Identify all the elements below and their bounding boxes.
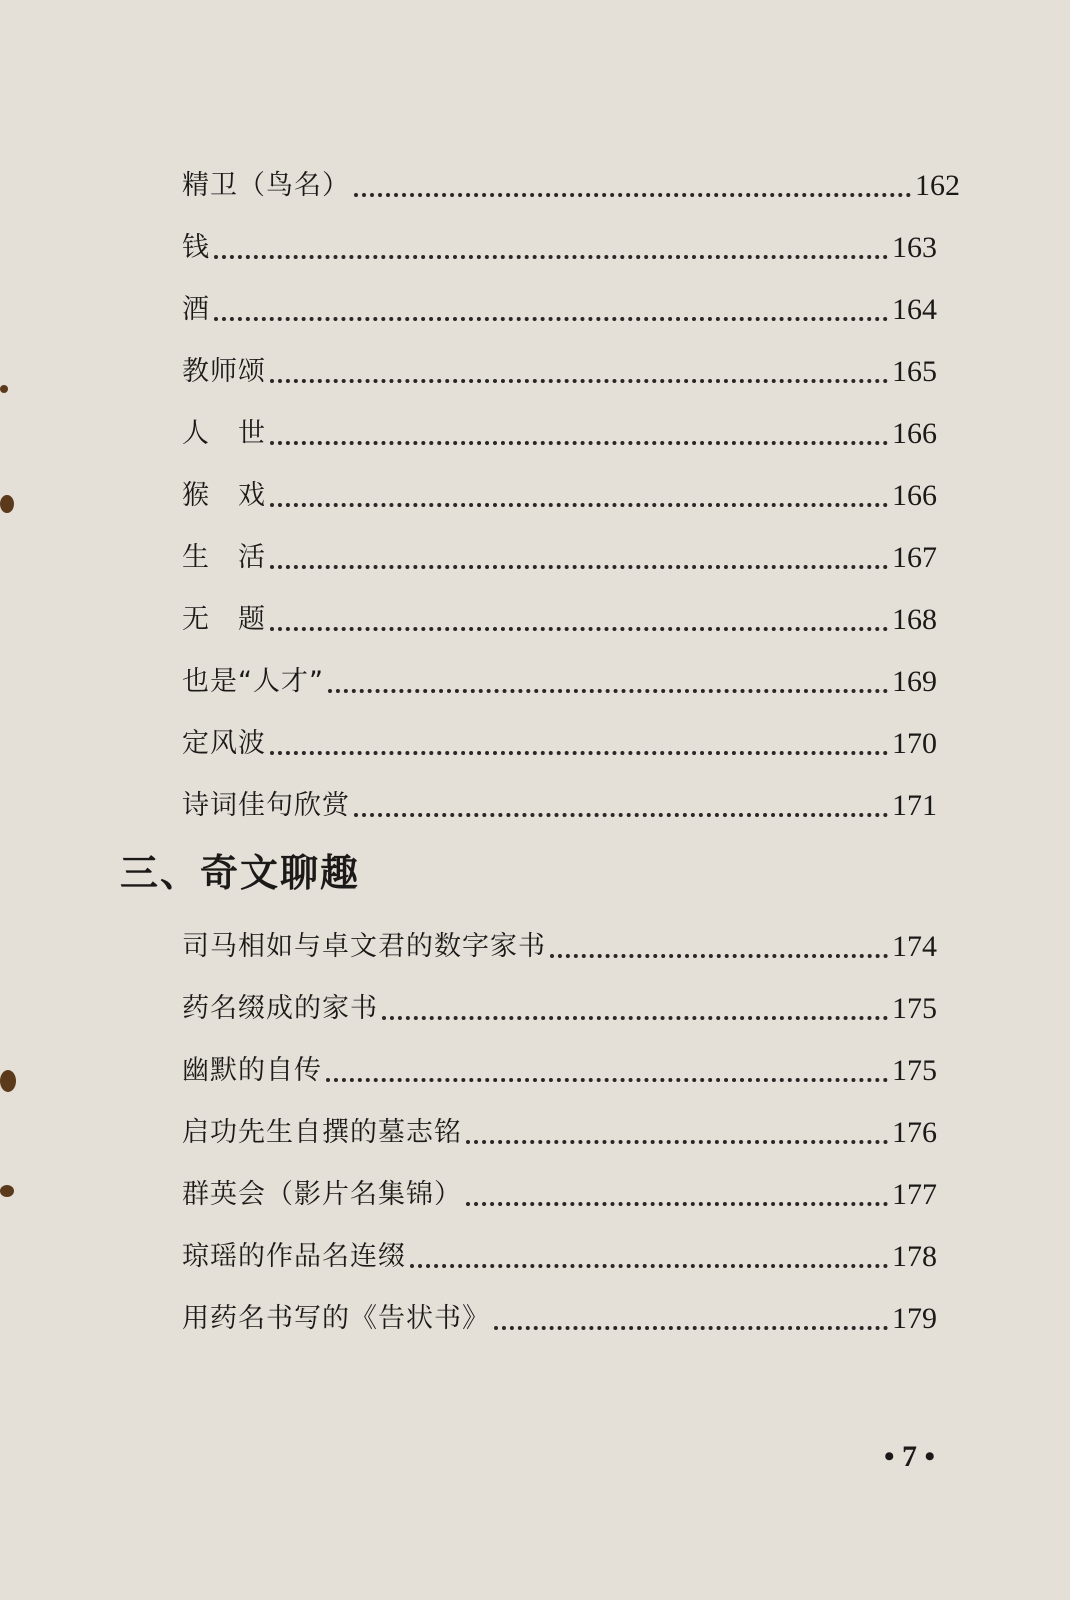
- toc-entry-page: 166: [892, 417, 937, 450]
- toc-entry-title: 用药名书写的《告状书》: [182, 1303, 490, 1334]
- toc-entry: [182, 1283, 937, 1345]
- toc-entry-page: 165: [892, 355, 937, 388]
- toc-entry: [182, 973, 937, 1035]
- dot-leader: [382, 1016, 888, 1020]
- toc-entry-page: 170: [892, 727, 937, 760]
- toc-entry-page: 164: [892, 293, 937, 326]
- toc-entry-title: 司马相如与卓文君的数字家书: [182, 931, 546, 962]
- toc-entry-page: 167: [892, 541, 937, 574]
- dot-leader: [354, 193, 911, 197]
- toc-entry-title: 定风波: [182, 728, 266, 759]
- toc-entry-title: 琼瑶的作品名连缀: [182, 1241, 406, 1272]
- toc-entry: [182, 336, 937, 398]
- dot-leader: [270, 503, 888, 507]
- toc-entry-title: 群英会（影片名集锦）: [182, 1179, 462, 1210]
- dot-leader: [326, 1078, 888, 1082]
- toc-entry-title: 酒: [182, 294, 210, 325]
- dot-leader: [466, 1140, 888, 1144]
- toc-entry: [182, 1221, 937, 1283]
- toc-entry-title: 猴 戏: [182, 480, 266, 511]
- toc-entry-title: 生 活: [182, 542, 266, 573]
- dot-leader: [328, 689, 888, 693]
- toc-entry: [182, 1035, 937, 1097]
- toc-entry-page: 169: [892, 665, 937, 698]
- toc-entry-page: 168: [892, 603, 937, 636]
- toc-entry-title: 钱: [182, 232, 210, 263]
- toc-entry: [182, 1159, 937, 1221]
- toc-entry-title: 教师颂: [182, 356, 266, 387]
- dot-leader: [494, 1326, 888, 1330]
- toc-entry-title: 药名缀成的家书: [182, 993, 378, 1024]
- toc-entry: [182, 770, 937, 832]
- toc-entry-title: 幽默的自传: [182, 1055, 322, 1086]
- dot-leader: [410, 1264, 888, 1268]
- toc-entry-title: 诗词佳句欣赏: [182, 790, 350, 821]
- toc-entry-title: 启功先生自撰的墓志铭: [182, 1117, 462, 1148]
- toc-entry-title: 也是“人才”: [182, 666, 324, 697]
- toc-entry-page: 178: [892, 1240, 937, 1273]
- section-heading: 三、奇文聊趣: [120, 851, 361, 895]
- toc-entry: [182, 522, 937, 584]
- toc-entry-title: 精卫（鸟名）: [182, 170, 350, 201]
- page-blemish: [0, 1070, 16, 1092]
- toc-entry-title: 人 世: [182, 418, 266, 449]
- toc-entry: [182, 1097, 937, 1159]
- dot-leader: [270, 565, 888, 569]
- toc-entry-title: 无 题: [182, 604, 266, 635]
- toc-entry: [182, 212, 937, 274]
- toc-entry-page: 177: [892, 1178, 937, 1211]
- toc-entry-page: 171: [892, 789, 937, 822]
- page-blemish: [0, 1185, 14, 1197]
- toc-entry-page: 163: [892, 231, 937, 264]
- toc-entry-page: 175: [892, 992, 937, 1025]
- dot-leader: [270, 441, 888, 445]
- toc-entry: [182, 584, 937, 646]
- dot-leader: [270, 627, 888, 631]
- toc-group-1: [120, 150, 960, 832]
- toc-entry-page: 166: [892, 479, 937, 512]
- dot-leader: [270, 379, 888, 383]
- page-number: • 7 •: [883, 1440, 935, 1473]
- dot-leader: [550, 954, 888, 958]
- toc-entry: [182, 150, 960, 212]
- dot-leader: [270, 751, 888, 755]
- table-of-contents: [120, 150, 960, 1345]
- toc-entry-page: 174: [892, 930, 937, 963]
- toc-entry-page: 179: [892, 1302, 937, 1335]
- toc-entry: [182, 460, 937, 522]
- dot-leader: [214, 255, 888, 259]
- page-blemish: [0, 385, 8, 393]
- toc-entry: [182, 646, 937, 708]
- dot-leader: [466, 1202, 888, 1206]
- dot-leader: [214, 317, 888, 321]
- toc-entry-page: 162: [915, 169, 960, 202]
- toc-entry: [182, 398, 937, 460]
- page-blemish: [0, 495, 14, 513]
- toc-entry-page: 176: [892, 1116, 937, 1149]
- toc-entry: [182, 274, 937, 336]
- dot-leader: [354, 813, 888, 817]
- toc-entry-page: 175: [892, 1054, 937, 1087]
- toc-entry: [182, 911, 937, 973]
- toc-group-2: [120, 911, 950, 1345]
- toc-entry: [182, 708, 937, 770]
